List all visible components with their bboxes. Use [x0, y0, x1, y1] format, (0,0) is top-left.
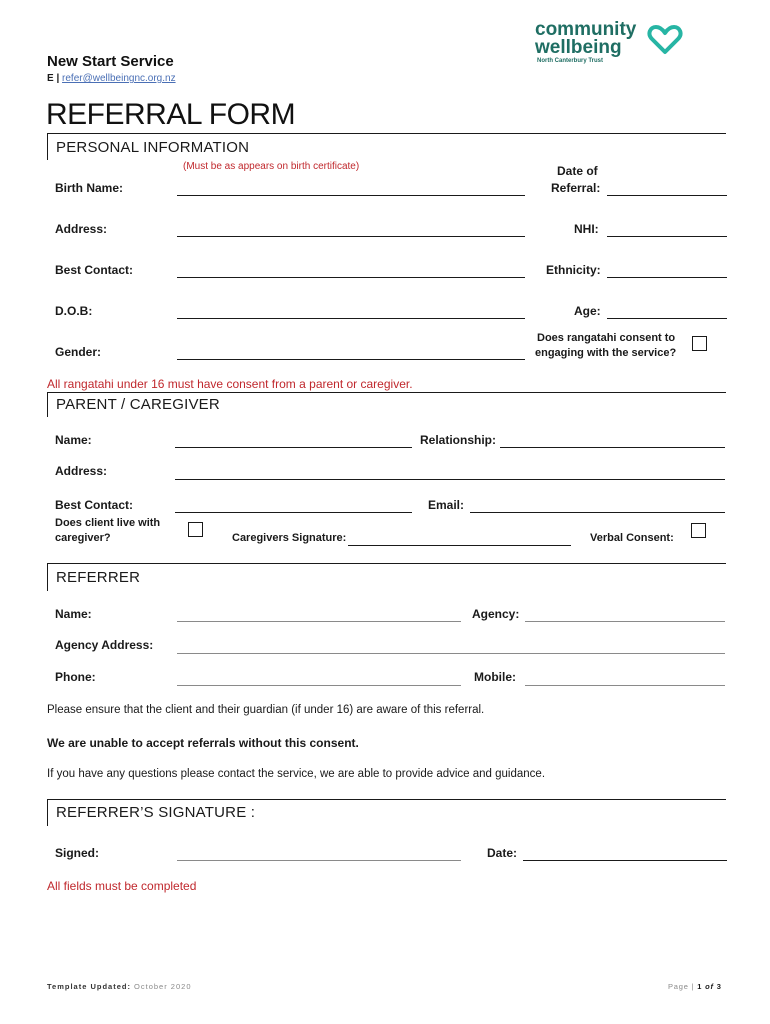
aware-note: Please ensure that the client and their guardian (if under 16) are aware of this referral. — [47, 704, 485, 716]
phone-field[interactable] — [177, 685, 461, 686]
personal-section-header — [47, 134, 726, 160]
agency-address-field[interactable] — [177, 653, 725, 654]
signature-date-field[interactable] — [523, 860, 727, 861]
template-updated — [47, 982, 192, 991]
template-label: Template Updated: — [47, 982, 131, 991]
parent-section-header — [47, 393, 726, 417]
date-of-referral-field[interactable] — [607, 195, 727, 196]
page-label: Page | — [668, 982, 695, 991]
signature-section-header — [47, 800, 726, 826]
all-fields-note: All fields must be completed — [47, 879, 197, 893]
agency-label: Agency: — [472, 607, 520, 621]
personal-section-title: PERSONAL INFORMATION — [56, 139, 250, 156]
referrer-name-field[interactable] — [177, 621, 461, 622]
form-title: REFERRAL FORM — [46, 98, 296, 131]
address-field[interactable] — [177, 236, 525, 237]
ethnicity-label: Ethnicity: — [546, 263, 601, 277]
email-row — [47, 73, 176, 84]
logo-tagline: North Canterbury Trust — [537, 58, 604, 64]
mobile-label: Mobile: — [474, 670, 516, 684]
lives-with-line1: Does client live with — [55, 517, 161, 529]
referrer-section-title: REFERRER — [56, 569, 141, 586]
address-label: Address: — [55, 222, 108, 236]
page-num: 1 — [697, 982, 703, 991]
logo-line2: wellbeing — [535, 37, 622, 58]
heart-icon — [647, 25, 683, 55]
agency-field[interactable] — [525, 621, 725, 622]
age-label: Age: — [574, 304, 601, 318]
parent-email-field[interactable] — [470, 512, 725, 513]
parent-name-label: Name: — [55, 433, 92, 447]
lives-with-line2: caregiver? — [55, 532, 111, 544]
consent-question-line1: Does rangatahi consent to — [537, 332, 676, 344]
under16-note: All rangatahi under 16 must have consent from a parent or caregiver. — [47, 377, 413, 391]
lives-with-caregiver-checkbox[interactable] — [188, 522, 203, 537]
parent-best-contact-field[interactable] — [175, 512, 412, 513]
logo — [535, 20, 695, 70]
verbal-consent-label: Verbal Consent: — [590, 532, 674, 544]
referrer-section-header — [47, 564, 726, 591]
ethnicity-field[interactable] — [607, 277, 727, 278]
email-link[interactable]: refer@wellbeingnc.org.nz — [62, 73, 176, 84]
parent-section-title: PARENT / CAREGIVER — [56, 396, 220, 413]
signature-date-label: Date: — [487, 846, 518, 860]
gender-label: Gender: — [55, 345, 102, 359]
best-contact-field[interactable] — [177, 277, 525, 278]
rangatahi-consent-checkbox[interactable] — [692, 336, 707, 351]
caregiver-signature-label: Caregivers Signature: — [232, 532, 347, 544]
parent-address-field[interactable] — [175, 479, 725, 480]
gender-field[interactable] — [177, 359, 525, 360]
relationship-label: Relationship: — [420, 433, 497, 447]
referral-label: Referral: — [551, 181, 601, 195]
email-label: Email: — [428, 498, 465, 512]
birth-name-label: Birth Name: — [55, 181, 124, 195]
nhi-field[interactable] — [607, 236, 727, 237]
birth-note: (Must be as appears on birth certificate) — [183, 161, 360, 172]
referrer-name-label: Name: — [55, 607, 92, 621]
relationship-field[interactable] — [500, 447, 725, 448]
caregiver-signature-field[interactable] — [348, 545, 571, 546]
dob-label: D.O.B: — [55, 304, 93, 318]
consent-required-note: We are unable to accept referrals without this consent. — [47, 736, 359, 750]
signature-section-title: REFERRER’S SIGNATURE : — [56, 804, 256, 821]
page-of: of — [705, 982, 714, 991]
mobile-field[interactable] — [525, 685, 725, 686]
parent-name-field[interactable] — [175, 447, 412, 448]
best-contact-label: Best Contact: — [55, 263, 134, 277]
birth-name-field[interactable] — [177, 195, 525, 196]
age-field[interactable] — [607, 318, 727, 319]
template-date: October 2020 — [134, 982, 192, 991]
verbal-consent-checkbox[interactable] — [691, 523, 706, 538]
agency-address-label: Agency Address: — [55, 638, 154, 652]
service-title: New Start Service — [47, 53, 174, 70]
signed-label: Signed: — [55, 846, 99, 860]
logo-line1: community — [535, 19, 637, 40]
consent-question-line2: engaging with the service? — [535, 347, 677, 359]
parent-address-label: Address: — [55, 464, 108, 478]
page-total: 3 — [716, 982, 722, 991]
nhi-label: NHI: — [574, 222, 599, 236]
questions-note: If you have any questions please contact the service, we are able to provide advice and guidance. — [47, 768, 546, 780]
date-of-label: Date of — [557, 164, 598, 178]
dob-field[interactable] — [177, 318, 525, 319]
phone-label: Phone: — [55, 670, 96, 684]
signed-field[interactable] — [177, 860, 461, 861]
parent-best-contact-label: Best Contact: — [55, 498, 134, 512]
page-number — [668, 982, 722, 991]
email-prefix: E | — [47, 73, 60, 84]
